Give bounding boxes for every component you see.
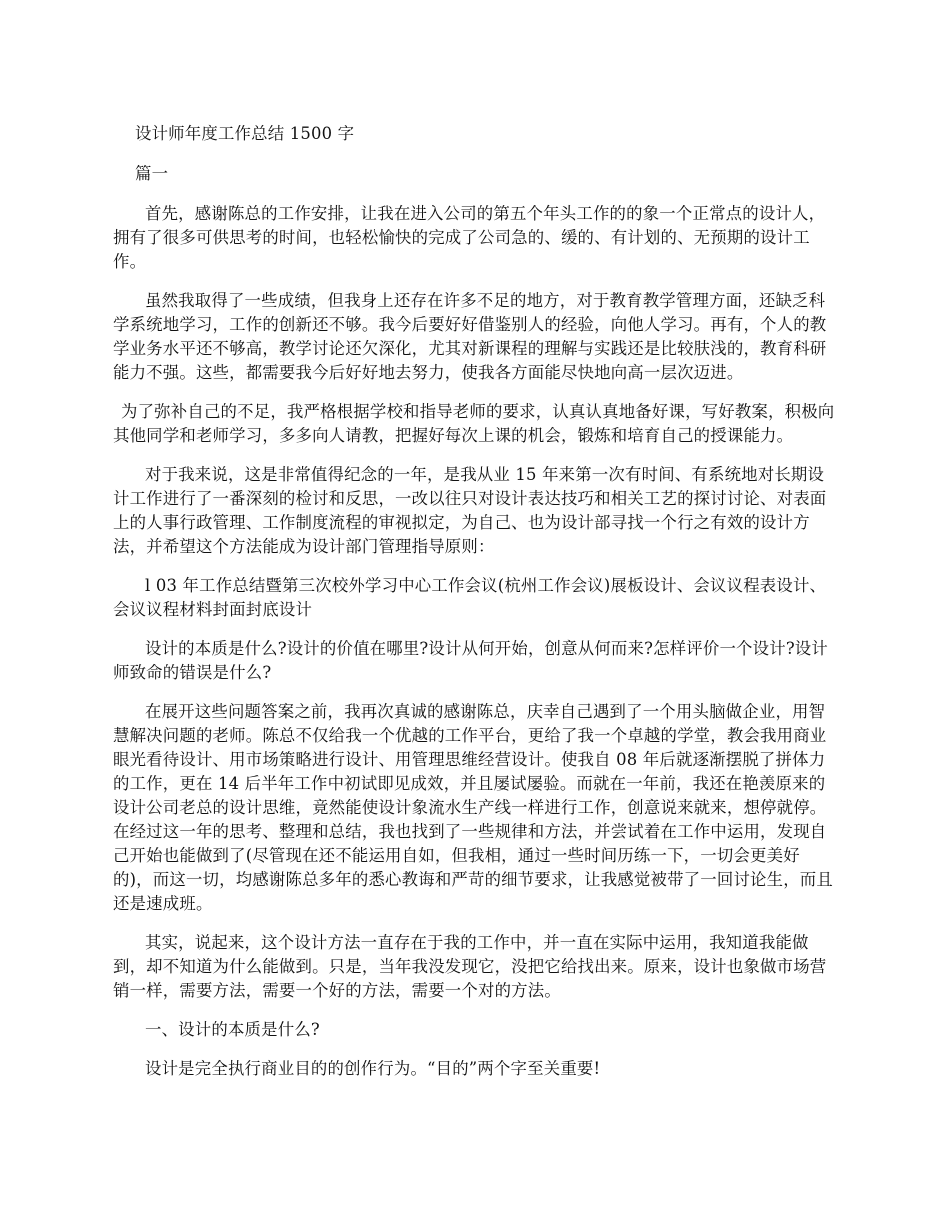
paragraph-1: 首先，感谢陈总的工作安排，让我在进入公司的第五个年头工作的的象一个正常点的设计人，拥有了很多可供思考的时间，也轻松愉快的完成了公司急的、缓的、有计划的、无预期的设计工作。 — [113, 204, 826, 271]
section-heading: 篇一 — [135, 164, 169, 183]
paragraph-3: 为了弥补自己的不足，我严格根据学校和指导老师的要求，认真认真地备好课，写好教案，积极向其他同学和老师学习，多多向人请教，把握好每次上课的机会，锻炼和培育自己的授课能力。 — [113, 402, 835, 445]
document-page — [113, 122, 838, 1096]
paragraph-9: 一、设计的本质是什么? — [145, 1020, 320, 1039]
paragraph-7: 在展开这些问题答案之前，我再次真诚的感谢陈总，庆幸自己遇到了一个用头脑做企业，用智慧解决问题的老师。陈总不仅给我一个优越的工作平台，更给了我一个卓越的学堂，教会我用商业眼光看待设计、用市场策略进行设计、用管理思维经营设计。使我自 08 年后就逐渐摆脱了拼体力的工作，更在 14 后半年工作中初试即见成效，并且屡试屡验。而就在一年前，我还在艳羡原来的设计公司老总的设计思维，竟然能使设计象流水生产线一样进行工作，创意说来就来，想停就停。在经过这一年的思考、整理和总结，我也找到了一些规律和方法，并尝试着在工作中运用，发现自己开始也能做到了(尽管现在还不能运用自如，但我相，通过一些时间历练一下，一切会更美好的)，而这一切，均感谢陈总多年的悉心教诲和严苛的细节要求，让我感觉被带了一回讨论生，而且还是速成班。 — [113, 702, 833, 913]
document-title: 设计师年度工作总结 1500 字 — [135, 124, 355, 143]
paragraph-2: 虽然我取得了一些成绩，但我身上还存在许多不足的地方，对于教育教学管理方面，还缺乏科学系统地学习，工作的创新还不够。我今后要好好借鉴别人的经验，向他人学习。再有，个人的教学业务水平还不够高，教学讨论还欠深化，尤其对新课程的理解与实践还是比较肤浅的，教育科研能力不强。这些，都需要我今后好好地去努力，使我各方面能尽快地向高一层次迈进。 — [113, 291, 827, 382]
paragraph-10: 设计是完全执行商业目的的创作行为。“目的”两个字至关重要! — [145, 1059, 601, 1078]
paragraph-8: 其实，说起来，这个设计方法一直存在于我的工作中，并一直在实际中运用，我知道我能做到，却不知道为什么能做到。只是，当年我没发现它，没把它给找出来。原来，设计也象做市场营销一样，需要方法，需要一个好的方法，需要一个对的方法。 — [113, 933, 827, 1000]
paragraph-4: 对于我来说，这是非常值得纪念的一年，是我从业 15 年来第一次有时间、有系统地对长期设计工作进行了一番深刻的检讨和反思，一改以往只对设计表达技巧和相关工艺的探讨讨论、对表面上的人事行政管理、工作制度流程的审视拟定，为自己、也为设计部寻找一个行之有效的设计方法，并希望这个方法能成为设计部门管理指导原则： — [113, 465, 827, 556]
paragraph-6: 设计的本质是什么?设计的价值在哪里?设计从何开始，创意从何而来?怎样评价一个设计?设计师致命的错误是什么? — [113, 639, 828, 682]
paragraph-5: l 03 年工作总结暨第三次校外学习中心工作会议(杭州工作会议)展板设计、会议议程表设计、会议议程材料封面封底设计 — [113, 576, 827, 619]
